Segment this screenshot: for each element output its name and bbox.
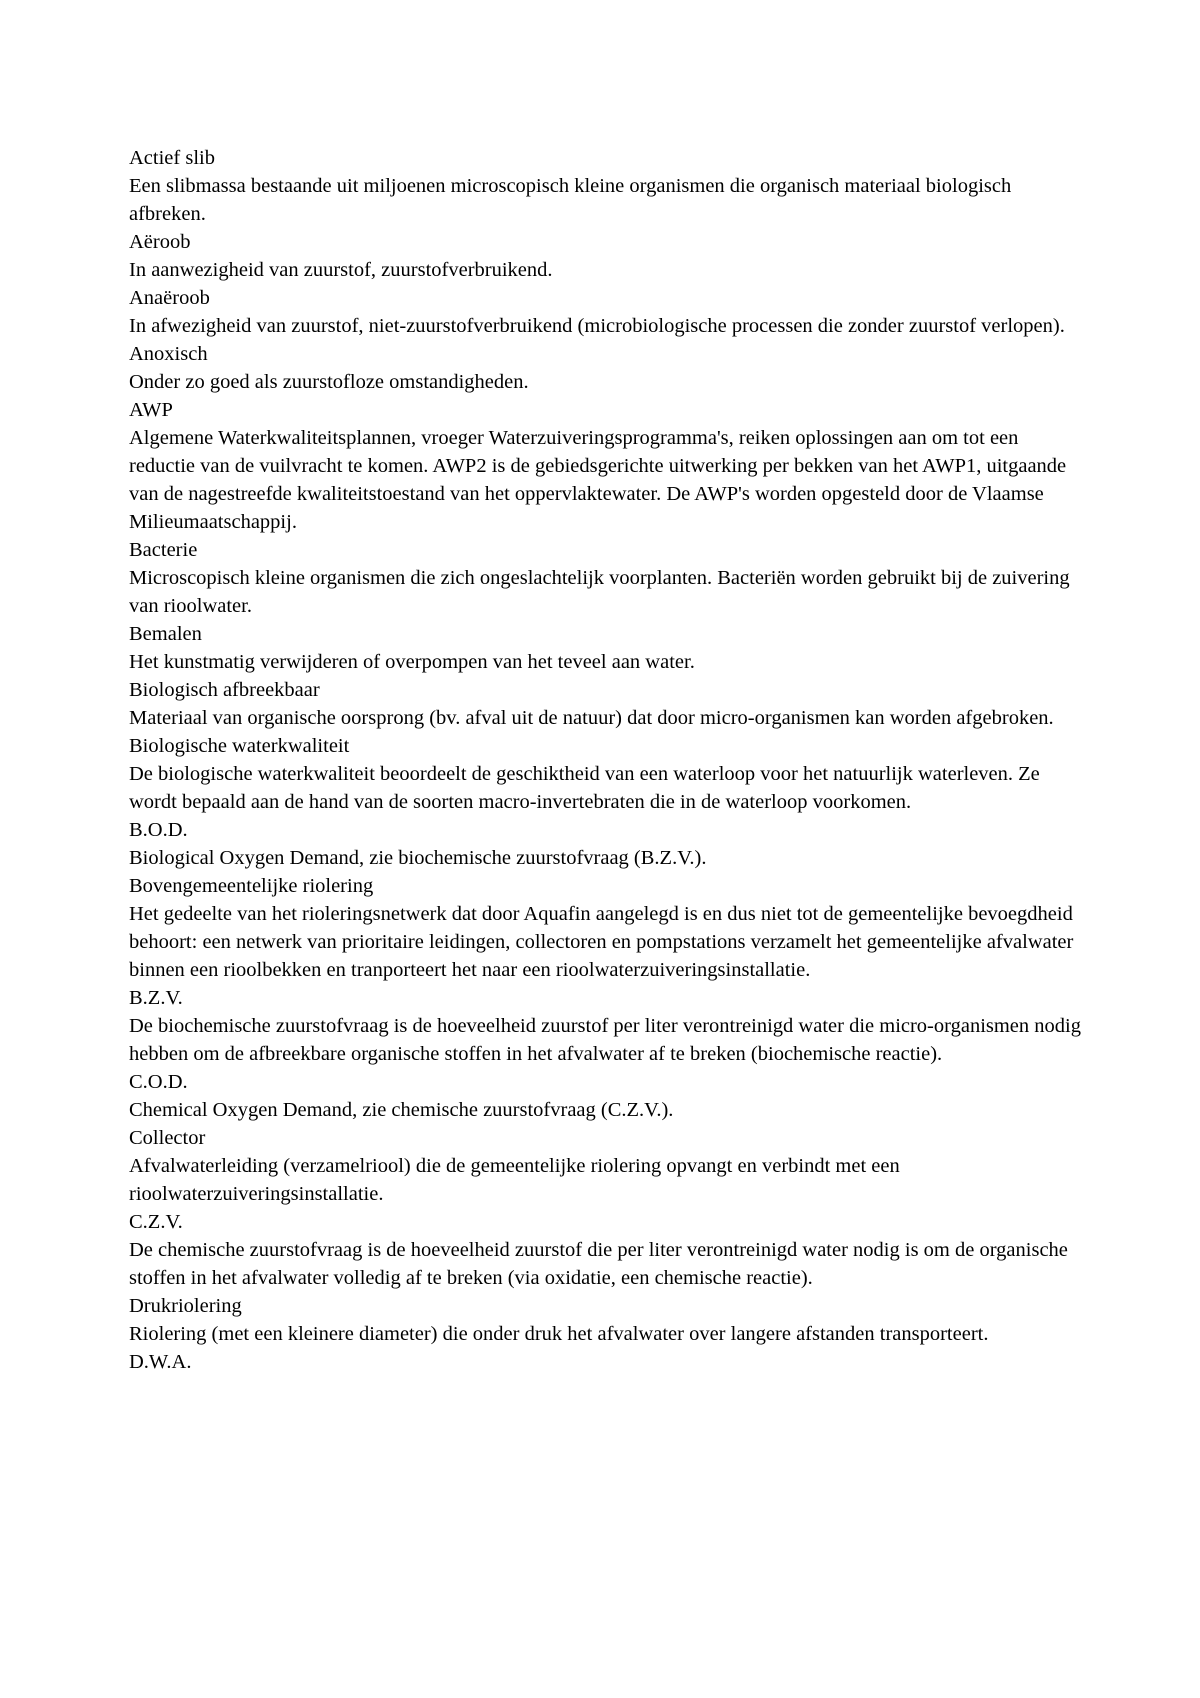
term: Bacterie: [129, 539, 198, 561]
term: B.O.D.: [129, 819, 188, 841]
definition: Onder zo goed als zuurstofloze omstandigheden.: [129, 371, 529, 393]
definition: Afvalwaterleiding (verzamelriool) die de gemeentelijke riolering opvangt en verbindt met een rioolwaterzuiveringsinstallatie.: [129, 1155, 900, 1205]
term: Bovengemeentelijke riolering: [129, 875, 374, 897]
document-body: [129, 144, 1089, 1376]
definition: In afwezigheid van zuurstof, niet-zuurstofverbruikend (microbiologische processen die zonder zuurstof verlopen).: [129, 315, 1065, 337]
definition: Riolering (met een kleinere diameter) die onder druk het afvalwater over langere afstanden transporteert.: [129, 1323, 989, 1345]
term: Aëroob: [129, 231, 191, 253]
definition: Materiaal van organische oorsprong (bv. afval uit de natuur) dat door micro-organismen kan worden afgebroken.: [129, 707, 1054, 729]
term: Actief slib: [129, 147, 215, 169]
term: Anaëroob: [129, 287, 210, 309]
term: Collector: [129, 1127, 206, 1149]
definition: Algemene Waterkwaliteitsplannen, vroeger Waterzuiveringsprogramma's, reiken oplossingen aan om tot een reductie van de vuilvracht te komen. AWP2 is de gebiedsgerichte uitwerking per bekken van het AWP1, uitgaande van de nagestreefde kwaliteitstoestand van het oppervlaktewater. De AWP's worden opgesteld door de Vlaamse Milieumaatschappij.: [129, 427, 1067, 533]
term: Anoxisch: [129, 343, 208, 365]
definition: De biochemische zuurstofvraag is de hoeveelheid zuurstof per liter verontreinigd water die micro-organismen nodig hebben om de afbreekbare organische stoffen in het afvalwater af te breken (biochemische reactie).: [129, 1015, 1081, 1065]
definition: Microscopisch kleine organismen die zich ongeslachtelijk voorplanten. Bacteriën worden gebruikt bij de zuivering van rioolwater.: [129, 567, 1070, 617]
term: Bemalen: [129, 623, 202, 645]
definition: Een slibmassa bestaande uit miljoenen microscopisch kleine organismen die organisch materiaal biologisch afbreken.: [129, 175, 1012, 225]
term: AWP: [129, 399, 173, 421]
term: Biologisch afbreekbaar: [129, 679, 320, 701]
term: D.W.A.: [129, 1351, 192, 1373]
term: Drukriolering: [129, 1295, 242, 1317]
term: Biologische waterkwaliteit: [129, 735, 350, 757]
definition: Biological Oxygen Demand, zie biochemische zuurstofvraag (B.Z.V.).: [129, 847, 707, 869]
definition: Chemical Oxygen Demand, zie chemische zuurstofvraag (C.Z.V.).: [129, 1099, 674, 1121]
definition: De chemische zuurstofvraag is de hoeveelheid zuurstof die per liter verontreinigd water nodig is om de organische stoffen in het afvalwater volledig af te breken (via oxidatie, een chemische reactie).: [129, 1239, 1068, 1289]
definition: De biologische waterkwaliteit beoordeelt de geschiktheid van een waterloop voor het natuurlijk waterleven. Ze wordt bepaald aan de hand van de soorten macro-invertebraten die in de waterloop voorkomen.: [129, 763, 1040, 813]
definition: Het gedeelte van het rioleringsnetwerk dat door Aquafin aangelegd is en dus niet tot de gemeentelijke bevoegdheid behoort: een netwerk van prioritaire leidingen, collectoren en pompstations verzamelt het gemeentelijke afvalwater binnen een rioolbekken en tranporteert het naar een rioolwaterzuiveringsinstallatie.: [129, 903, 1074, 981]
term: C.Z.V.: [129, 1211, 183, 1233]
term: B.Z.V.: [129, 987, 183, 1009]
definition: In aanwezigheid van zuurstof, zuurstofverbruikend.: [129, 259, 553, 281]
definition: Het kunstmatig verwijderen of overpompen van het teveel aan water.: [129, 651, 695, 673]
term: C.O.D.: [129, 1071, 188, 1093]
